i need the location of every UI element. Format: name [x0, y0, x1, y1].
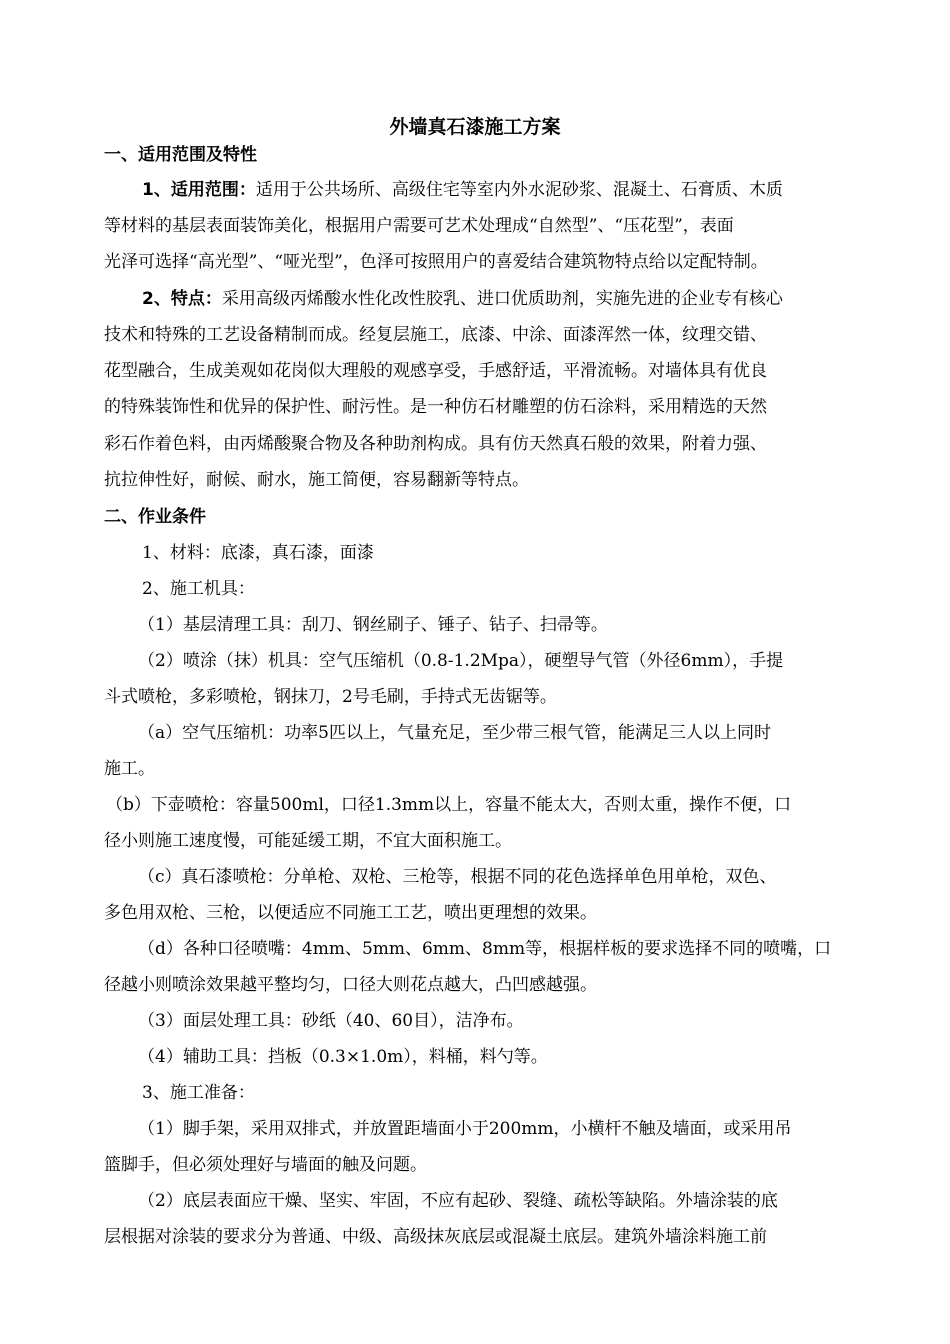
- s1-p2-line-4: 的特殊装饰性和优异的保护性、耐污性。是一种仿石材雕塑的仿石涂料，采用精选的天然: [104, 397, 767, 417]
- document-title: 外墙真石漆施工方案: [389, 116, 561, 138]
- s2-line-08: （b）下壶喷枪：容量500ml，口径1.3mm以上，容量不能太大，否则太重，操作不便，口: [106, 795, 792, 815]
- section-1-heading: 一、适用范围及特性: [104, 145, 257, 165]
- s2-line-11: 多色用双枪、三枪，以便适应不同施工工艺，喷出更理想的效果。: [104, 903, 597, 923]
- s2-line-01: 1、材料：底漆，真石漆，面漆: [142, 543, 374, 563]
- s1-p2-line-1: 2、特点：采用高级丙烯酸水性化改性胶乳、进口优质助剂，实施先进的企业专有核心: [142, 289, 783, 309]
- s2-line-09: 径小则施工速度慢，可能延缓工期，不宜大面积施工。: [104, 831, 512, 851]
- s2-line-20: 层根据对涂装的要求分为普通、中级、高级抹灰底层或混凝土底层。建筑外墙涂料施工前: [104, 1227, 767, 1247]
- s1-p2-line-3: 花型融合，生成美观如花岗似大理般的观感享受，手感舒适，平滑流畅。对墙体具有优良: [104, 361, 767, 381]
- s1-p2-line-6: 抗拉伸性好，耐候、耐水，施工简便，容易翻新等特点。: [104, 470, 529, 490]
- s2-line-17: （1）脚手架，采用双排式，并放置距墙面小于200mm，小横杆不触及墙面，或采用吊: [138, 1119, 792, 1139]
- s2-line-15: （4）辅助工具：挡板（0.3×1.0m），料桶，料勺等。: [138, 1047, 548, 1067]
- s1-p2-line-5: 彩石作着色料，由丙烯酸聚合物及各种助剂构成。具有仿天然真石般的效果，附着力强、: [104, 434, 767, 454]
- s2-line-07: 施工。: [104, 759, 155, 779]
- s2-line-10: （c）真石漆喷枪：分单枪、双枪、三枪等，根据不同的花色选择单色用单枪，双色、: [138, 867, 777, 887]
- s1-p1-line-1: 1、适用范围：适用于公共场所、高级住宅等室内外水泥砂浆、混凝土、石膏质、木质: [142, 180, 783, 200]
- s2-line-12: （d）各种口径喷嘴：4mm、5mm、6mm、8mm等，根据样板的要求选择不同的喷嘴，口: [138, 939, 832, 959]
- s2-line-18: 篮脚手，但必须处理好与墙面的触及问题。: [104, 1155, 427, 1175]
- s2-line-02: 2、施工机具：: [142, 579, 255, 599]
- s1-p1-label: 1、适用范围：: [142, 180, 256, 200]
- s2-line-16: 3、施工准备：: [142, 1083, 255, 1103]
- s2-line-14: （3）面层处理工具：砂纸（40、60目），洁净布。: [138, 1011, 524, 1031]
- s1-p2-line-2: 技术和特殊的工艺设备精制而成。经复层施工，底漆、中涂、面漆浑然一体，纹理交错、: [104, 325, 767, 345]
- s2-line-04: （2）喷涂（抹）机具：空气压缩机（0.8-1.2Mpa），硬塑导气管（外径6mm），手提: [138, 651, 784, 671]
- s1-p1-line-2: 等材料的基层表面装饰美化，根据用户需要可艺术处理成“自然型”、“压花型”，表面: [104, 216, 734, 236]
- s2-line-03: （1）基层清理工具：刮刀、钢丝刷子、锤子、钻子、扫帚等。: [138, 615, 608, 635]
- s2-line-13: 径越小则喷涂效果越平整均匀，口径大则花点越大，凸凹感越强。: [104, 975, 597, 995]
- s2-line-19: （2）底层表面应干燥、坚实、牢固，不应有起砂、裂缝、疏松等缺陷。外墙涂装的底: [138, 1191, 778, 1211]
- s1-p1-line-3: 光泽可选择“高光型”、“哑光型”，色泽可按照用户的喜爱结合建筑物特点给以定配特制。: [104, 252, 768, 272]
- s2-line-06: （a）空气压缩机：功率5匹以上，气量充足，至少带三根气管，能满足三人以上同时: [138, 723, 771, 743]
- s2-line-05: 斗式喷枪，多彩喷枪，钢抹刀，2号毛刷，手持式无齿锯等。: [104, 687, 557, 707]
- s1-p2-label: 2、特点：: [142, 289, 222, 309]
- section-2-heading: 二、作业条件: [104, 507, 206, 527]
